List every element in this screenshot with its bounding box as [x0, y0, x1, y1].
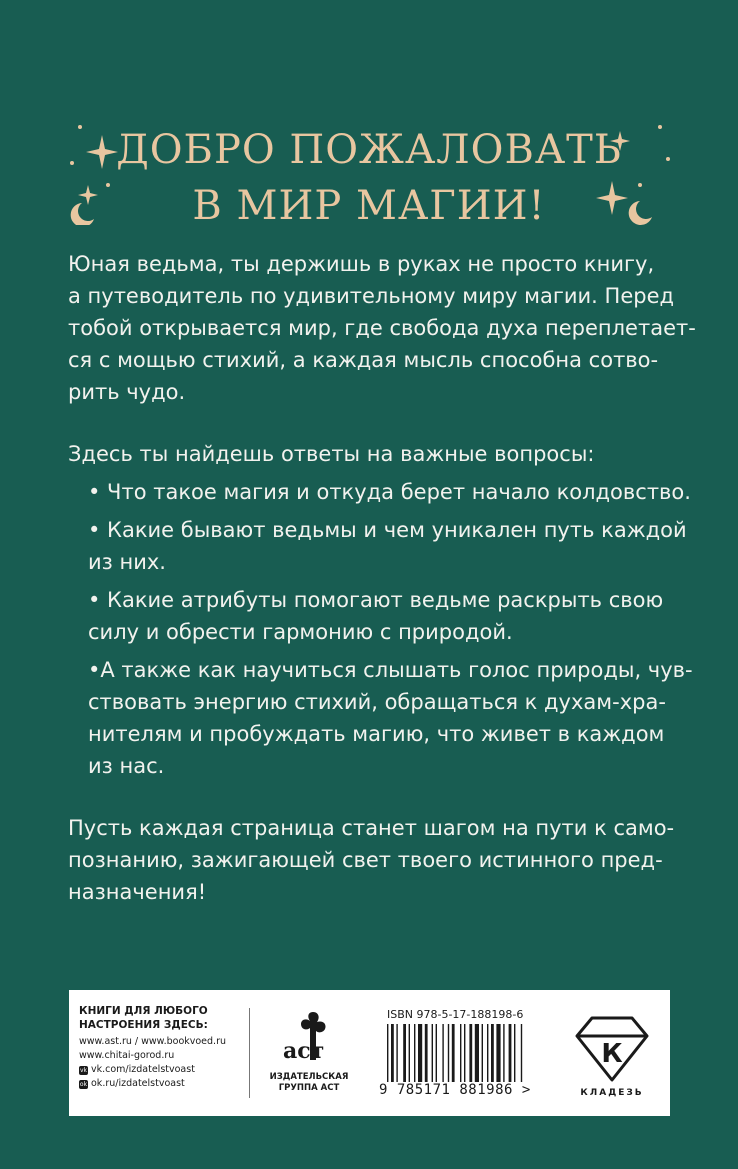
- text-line: ствовать энергию стихий, обращаться к духам-хра-: [88, 690, 666, 714]
- list-item: [88, 584, 680, 648]
- footer-heading: [79, 1004, 247, 1032]
- text-line: • Какие бывают ведьмы и чем уникален путь каждой: [88, 518, 687, 542]
- link-ok-text: ok.ru/izdatelstvoast: [91, 1078, 185, 1089]
- text-line: •А также как научиться слышать голос природы, чув-: [88, 658, 693, 682]
- list-item: [88, 476, 691, 508]
- text-line: • Какие атрибуты помогают ведьме раскрыть свою: [88, 588, 664, 612]
- text-line: а путеводитель по удивительному миру магии. Перед: [68, 284, 675, 308]
- closing-paragraph: [68, 812, 680, 908]
- store-links: [79, 1004, 247, 1091]
- link-vk[interactable]: [79, 1063, 247, 1077]
- annotation-text: [68, 248, 696, 908]
- text-line: Пусть каждая страница станет шагом на пути к само-: [68, 816, 675, 840]
- text-line: назначения!: [68, 880, 207, 904]
- text-line: Юная ведьма, ты держишь в руках не просто книгу,: [68, 252, 655, 276]
- list-item: [88, 654, 693, 782]
- barcode-image: [387, 1024, 569, 1082]
- barcode-number: 9 785171 881986 >: [379, 1082, 531, 1098]
- title-line: ДОБРО ПОЖАЛОВАТЬ: [116, 127, 622, 173]
- vk-icon: vk: [79, 1066, 88, 1074]
- kladez-logo: [569, 1014, 655, 1106]
- text-line: из них.: [88, 550, 166, 574]
- publisher-name: [264, 1072, 354, 1094]
- link-vk-text: vk.com/izdatelstvoast: [91, 1064, 195, 1075]
- heading-line: НАСТРОЕНИЯ ЗДЕСЬ:: [79, 1019, 208, 1031]
- diamond-k-icon: [574, 1014, 650, 1084]
- link-sites[interactable]: www.ast.ru / www.bookvoed.ru: [79, 1036, 227, 1047]
- text-line: ся с мощью стихий, а каждая мысль способна сотво-: [68, 348, 659, 372]
- publisher-footer: [69, 990, 670, 1116]
- publisher-line: ГРУППА АСТ: [278, 1083, 340, 1093]
- heading-line: КНИГИ ДЛЯ ЛЮБОГО: [79, 1005, 208, 1017]
- cover-title: [0, 122, 738, 234]
- imprint-name: КЛАДЕЗЬ: [580, 1088, 644, 1098]
- ast-logo-text: аст: [283, 1038, 325, 1064]
- text-line: рить чудо.: [68, 380, 186, 404]
- ast-logo-icon: [279, 1008, 339, 1068]
- text-line: нителям и пробуждать магию, что живет в каждом: [88, 722, 665, 746]
- text-line: силу и обрести гармонию с природой.: [88, 620, 513, 644]
- ok-icon: ok: [79, 1080, 88, 1088]
- list-item: [88, 514, 687, 578]
- publisher-line: ИЗДАТЕЛЬСКАЯ: [269, 1072, 349, 1082]
- text-line: из нас.: [88, 754, 165, 778]
- isbn-label: ISBN 978-5-17-188198-6: [387, 1008, 524, 1021]
- divider: [249, 1008, 250, 1098]
- text-line: • Что такое магия и откуда берет начало колдовство.: [88, 480, 691, 504]
- link-chitai-gorod[interactable]: www.chitai-gorod.ru: [79, 1050, 175, 1061]
- text-line: тобой открывается мир, где свобода духа переплетает-: [68, 316, 696, 340]
- ast-logo: [264, 1008, 354, 1108]
- bullet-list: [68, 476, 693, 782]
- imprint-letter: К: [601, 1039, 623, 1069]
- intro-paragraph: [68, 248, 696, 408]
- link-ok[interactable]: [79, 1077, 247, 1091]
- questions-intro: Здесь ты найдешь ответы на важные вопросы:: [68, 442, 595, 466]
- title-line: В МИР МАГИИ!: [192, 183, 546, 229]
- text-line: познанию, зажигающей свет твоего истинного пред-: [68, 848, 663, 872]
